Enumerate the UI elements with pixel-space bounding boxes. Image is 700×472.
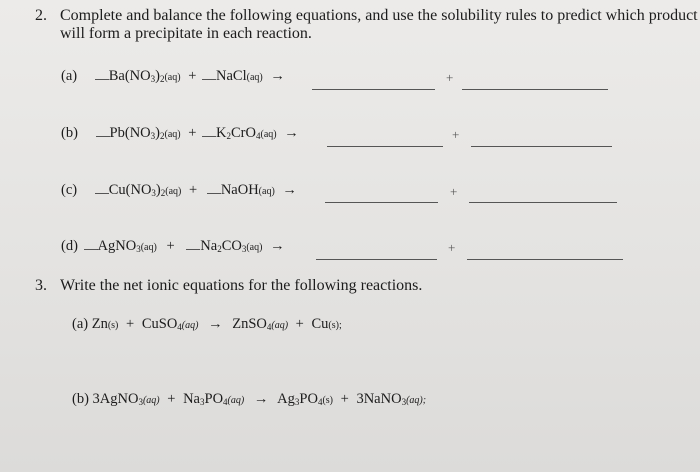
q3b-label: (b) — [72, 391, 89, 407]
q2-instruction-line1: Complete and balance the following equations, and use the solubility rules to predict which product — [60, 7, 698, 24]
q2a-equation — [61, 68, 285, 85]
q3b-reactant1: 3AgNO$_3$(aq) — [92, 391, 160, 407]
q3a-plus1: + — [126, 316, 135, 332]
q2a-plus: + — [188, 68, 197, 84]
q2d-product1-blank[interactable] — [316, 258, 437, 260]
q2d-equation — [61, 238, 285, 255]
q2c-product2-blank[interactable] — [469, 201, 617, 203]
q3b-reactant2: $Na_3PO_4(aq)$ — [183, 391, 245, 407]
q2c-equation — [61, 182, 297, 199]
q2d-product-plus: + — [448, 240, 456, 255]
q3a-reactant2: CuSO$_4$(aq) — [141, 316, 199, 332]
q2a-coef-blank-1[interactable] — [95, 78, 109, 80]
q2b-product-plus: + — [452, 127, 460, 142]
q2c-label: (c) — [61, 182, 78, 198]
q3a-reactant1: Zn(s) — [91, 316, 119, 332]
q2b-label: (b) — [61, 125, 78, 141]
q2-instruction-line2: will form a precipitate in each reaction. — [60, 25, 312, 42]
q2b-arrow: → — [284, 125, 299, 141]
q3b-product1: $Ag_3PO_4(s)$ — [277, 391, 334, 407]
q3-number: 3. — [35, 277, 47, 294]
q2d-arrow: → — [270, 238, 285, 254]
q2c-product-plus: + — [450, 184, 458, 199]
q2b-coef-blank-1[interactable] — [96, 135, 110, 137]
q2a-arrow: → — [270, 68, 285, 84]
q3a-product1: ZnSO$_4$(aq) — [232, 316, 289, 332]
q2-number: 2. — [35, 7, 47, 24]
q2d-reactant2: $Na_2CO_3(aq)$ — [200, 238, 263, 254]
q3b-product2: 3NaNO$_3$(aq); — [356, 391, 427, 407]
q2c-product1-blank[interactable] — [325, 201, 438, 203]
q3a-plus2: + — [295, 316, 304, 332]
q2a-product1-blank[interactable] — [312, 88, 435, 90]
q2a-label: (a) — [61, 68, 78, 84]
q3-instruction: Write the net ionic equations for the following reactions. — [60, 277, 423, 294]
q3b-arrow: → — [253, 391, 269, 407]
q2c-reactant2: NaOH(aq) — [220, 182, 275, 198]
q2d-plus: + — [166, 238, 175, 254]
q2b-reactant2: $K_2CrO_4(aq)$ — [216, 125, 277, 141]
q3a-label: (a) — [72, 316, 89, 332]
q2c-plus: + — [189, 182, 198, 198]
q2d-reactant1: AgNO$_3$(aq) — [97, 238, 157, 254]
q2c-arrow: → — [282, 182, 297, 198]
q2b-product1-blank[interactable] — [327, 145, 443, 147]
q2b-product2-blank[interactable] — [471, 145, 612, 147]
q2b-coef-blank-2[interactable] — [202, 135, 216, 137]
q2c-coef-blank-1[interactable] — [95, 192, 109, 194]
q2d-product2-blank[interactable] — [467, 258, 623, 260]
q2b-reactant1: $Pb(NO_3)_2(aq)$ — [109, 125, 181, 141]
q3b-equation — [72, 391, 426, 408]
q2a-product-plus: + — [446, 70, 454, 85]
q2a-reactant2: NaCl(aq) — [216, 68, 263, 84]
q3a-product2: Cu(s); — [311, 316, 342, 332]
q2d-label: (d) — [61, 238, 78, 254]
q3b-plus2: + — [340, 391, 349, 407]
q3b-plus1: + — [167, 391, 176, 407]
q2b-equation — [61, 125, 299, 142]
q3a-arrow: → — [208, 316, 223, 332]
q2d-coef-blank-1[interactable] — [84, 248, 98, 250]
q2a-reactant1: $Ba(NO_3)_2(aq)$ — [108, 68, 181, 84]
q3a-equation — [72, 316, 342, 333]
q2c-reactant1: $Cu(NO_3)_2(aq)$ — [108, 182, 182, 198]
q2a-coef-blank-2[interactable] — [202, 78, 216, 80]
q2b-plus: + — [188, 125, 197, 141]
q2c-coef-blank-2[interactable] — [207, 192, 221, 194]
q2a-product2-blank[interactable] — [462, 88, 608, 90]
q2d-coef-blank-2[interactable] — [186, 248, 200, 250]
